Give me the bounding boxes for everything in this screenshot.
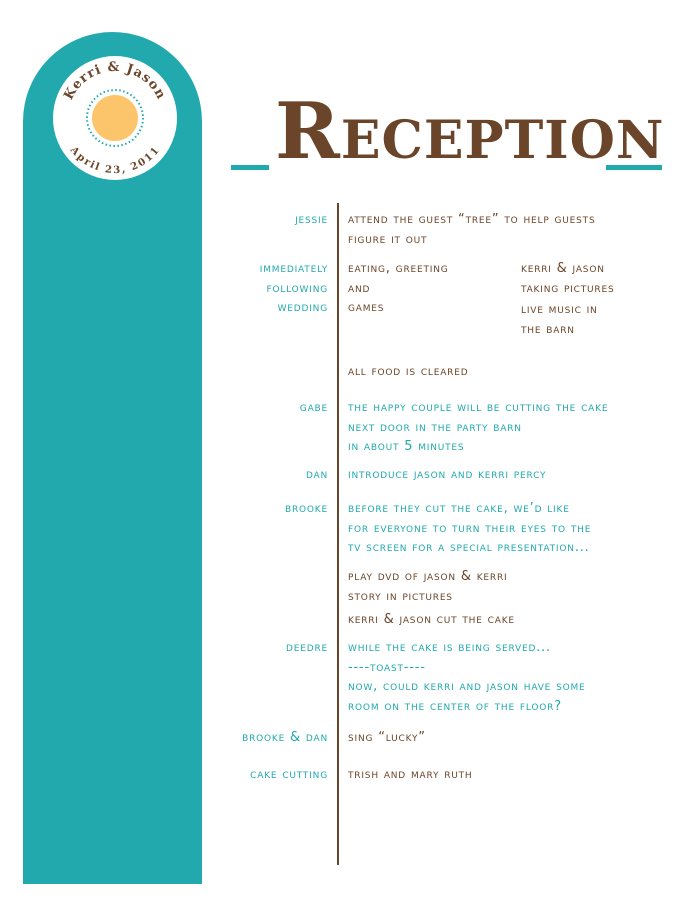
title-rule-left xyxy=(231,165,269,170)
activity-line: games xyxy=(348,300,385,315)
jessie-task-line: attend the guest “tree” to help guests xyxy=(348,212,596,227)
seal-date: April 23, 2011 xyxy=(67,145,163,177)
role-brooke: brooke xyxy=(285,501,328,516)
note-line: story in pictures xyxy=(348,588,453,604)
activities-pictures xyxy=(521,259,614,298)
play-dvd-note xyxy=(348,567,507,606)
sing-lucky-note: sing “lucky” xyxy=(348,730,426,745)
page-title xyxy=(275,86,665,177)
role-line: immediately xyxy=(259,261,328,276)
title-rest: ECEPTION xyxy=(340,110,665,171)
announcement-line: in about 5 minutes xyxy=(348,439,465,454)
role-immediately-following-wedding xyxy=(260,259,328,318)
announcement-line: before they cut the cake, we’d like xyxy=(348,501,570,516)
cake-cutters-names: trish and mary ruth xyxy=(348,767,473,782)
activity-line: the barn xyxy=(521,321,575,337)
wedding-seal xyxy=(53,56,177,180)
brooke-announcement xyxy=(348,499,591,558)
role-dan: dan xyxy=(305,467,328,482)
role-jessie: jessie xyxy=(295,212,328,227)
role-gabe: gabe xyxy=(299,400,328,415)
announcement-line: while the cake is being served... xyxy=(348,640,551,655)
deedre-announcement xyxy=(348,638,586,716)
activities-left xyxy=(348,259,449,318)
title-initial: R xyxy=(275,86,341,177)
activity-line: and xyxy=(348,280,371,296)
announcement-line: now, could kerri and jason have some xyxy=(348,679,586,694)
seal-names: Kerri & Jason xyxy=(61,59,169,103)
announcement-line: ----toast---- xyxy=(348,659,426,675)
announcement-line: next door in the party barn xyxy=(348,419,522,435)
activity-line: live music in xyxy=(521,302,598,317)
announcement-line: for everyone to turn their eyes to the xyxy=(348,520,592,536)
role-cake-cutting: cake cutting xyxy=(250,767,328,782)
jessie-task-line: figure it out xyxy=(348,231,428,247)
role-line: wedding xyxy=(277,300,328,315)
role-deedre: deedre xyxy=(286,640,328,655)
announcement-line: tv screen for a special presentation... xyxy=(348,540,590,555)
role-brooke-and-dan: brooke & dan xyxy=(242,730,328,745)
cut-cake-note: kerri & jason cut the cake xyxy=(348,612,515,627)
announcement-line: room on the center of the floor? xyxy=(348,698,562,714)
activity-line: kerri & jason xyxy=(521,261,605,276)
activities-music xyxy=(521,300,598,339)
note-line: play dvd of jason & kerri xyxy=(348,569,508,584)
activity-line: eating, greeting xyxy=(348,261,449,276)
announcement-line: the happy couple will be cutting the cake xyxy=(348,400,609,415)
gabe-announcement xyxy=(348,398,608,457)
dan-announcement: introduce jason and kerri percy xyxy=(348,467,547,482)
activity-line: taking pictures xyxy=(521,280,615,296)
role-line: following xyxy=(266,280,328,296)
jessie-task xyxy=(348,210,596,249)
sun-icon xyxy=(92,95,138,141)
column-divider xyxy=(337,203,339,865)
food-cleared-note: all food is cleared xyxy=(348,364,469,379)
